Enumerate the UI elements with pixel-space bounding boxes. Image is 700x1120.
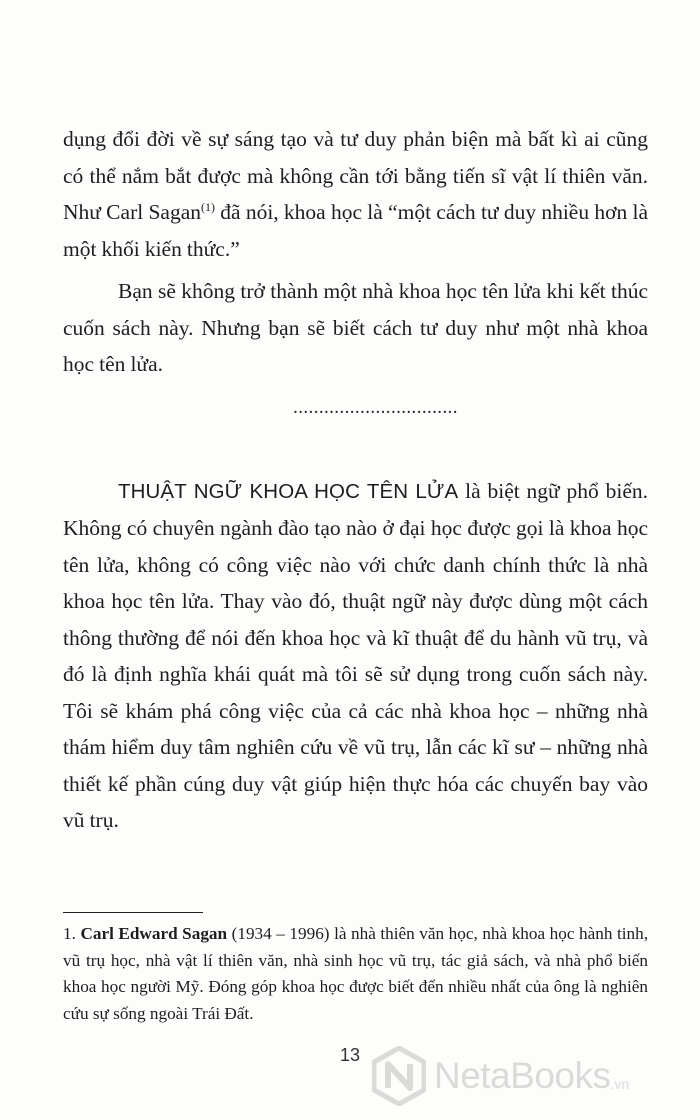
footnote-name: Carl Edward Sagan — [80, 924, 228, 943]
footnote-text: (1934 – 1996) là nhà thiên văn học, nhà khoa học hành tinh, vũ trụ học, nhà vật lí thiên văn, nhà sinh học vũ trụ, tác giả sách, và nhà phổ biến khoa học người Mỹ. Đóng góp khoa học được biết đến nhiều nhất của ông là nghiên cứu sự sống ngoài Trái Đất. — [63, 924, 649, 1023]
paragraph-3-text: là biệt ngữ phổ biến. Không có chuyên ngành đào tạo nào ở đại học được gọi là khoa học tên lửa, không có công việc nào với chức danh chính thức là nhà khoa học tên lửa. Thay vào đó, thuật ngữ này được dùng một cách thông thường để nói đến khoa học và kĩ thuật để du hành vũ trụ, và đó là định nghĩa khái quát mà tôi sẽ sử dụng trong cuốn sách này. Tôi sẽ khám phá công việc của cả các nhà khoa học – những nhà thám hiểm duy tâm nghiên cứu về vũ trụ, lẫn các kĩ sư – những nhà thiết kế phần cúng duy vật giúp hiện thực hóa các chuyến bay vào vũ trụ. — [63, 478, 648, 832]
paragraph-3 — [63, 473, 648, 839]
footnote-divider — [63, 912, 203, 913]
paragraph-2: Bạn sẽ không trở thành một nhà khoa học tên lửa khi kết thúc cuốn sách này. Nhưng bạn sẽ biết cách tư duy như một nhà khoa học tên lửa. — [63, 279, 648, 376]
paragraph-1 — [63, 121, 648, 267]
footnote-ref-1[interactable]: (1) — [201, 200, 216, 214]
footnote-1 — [63, 921, 648, 1027]
footnote-number: 1. — [63, 924, 76, 943]
watermark — [372, 1046, 690, 1106]
paragraph-1-text: dụng đổi đời về sự sáng tạo và tư duy phản biện mà bất kì ai cũng có thể nắm bắt được mà không cần tới bằng tiến sĩ vật lí thiên văn. Như Carl Sagan — [63, 127, 648, 224]
paragraph-1-text-cont: đã nói, khoa học là “một cách tư duy nhiều hơn là một khối kiến thức.” — [63, 200, 649, 261]
section-separator: ................................ — [293, 396, 458, 418]
watermark-suffix: .vn — [610, 1076, 630, 1092]
watermark-text: NetaBooks — [434, 1055, 611, 1096]
netabooks-logo-icon — [372, 1046, 426, 1106]
page-number: 13 — [339, 1045, 361, 1065]
section-heading-caps: THUẬT NGỮ KHOA HỌC TÊN LỬA — [118, 479, 459, 503]
page-body — [63, 121, 648, 839]
